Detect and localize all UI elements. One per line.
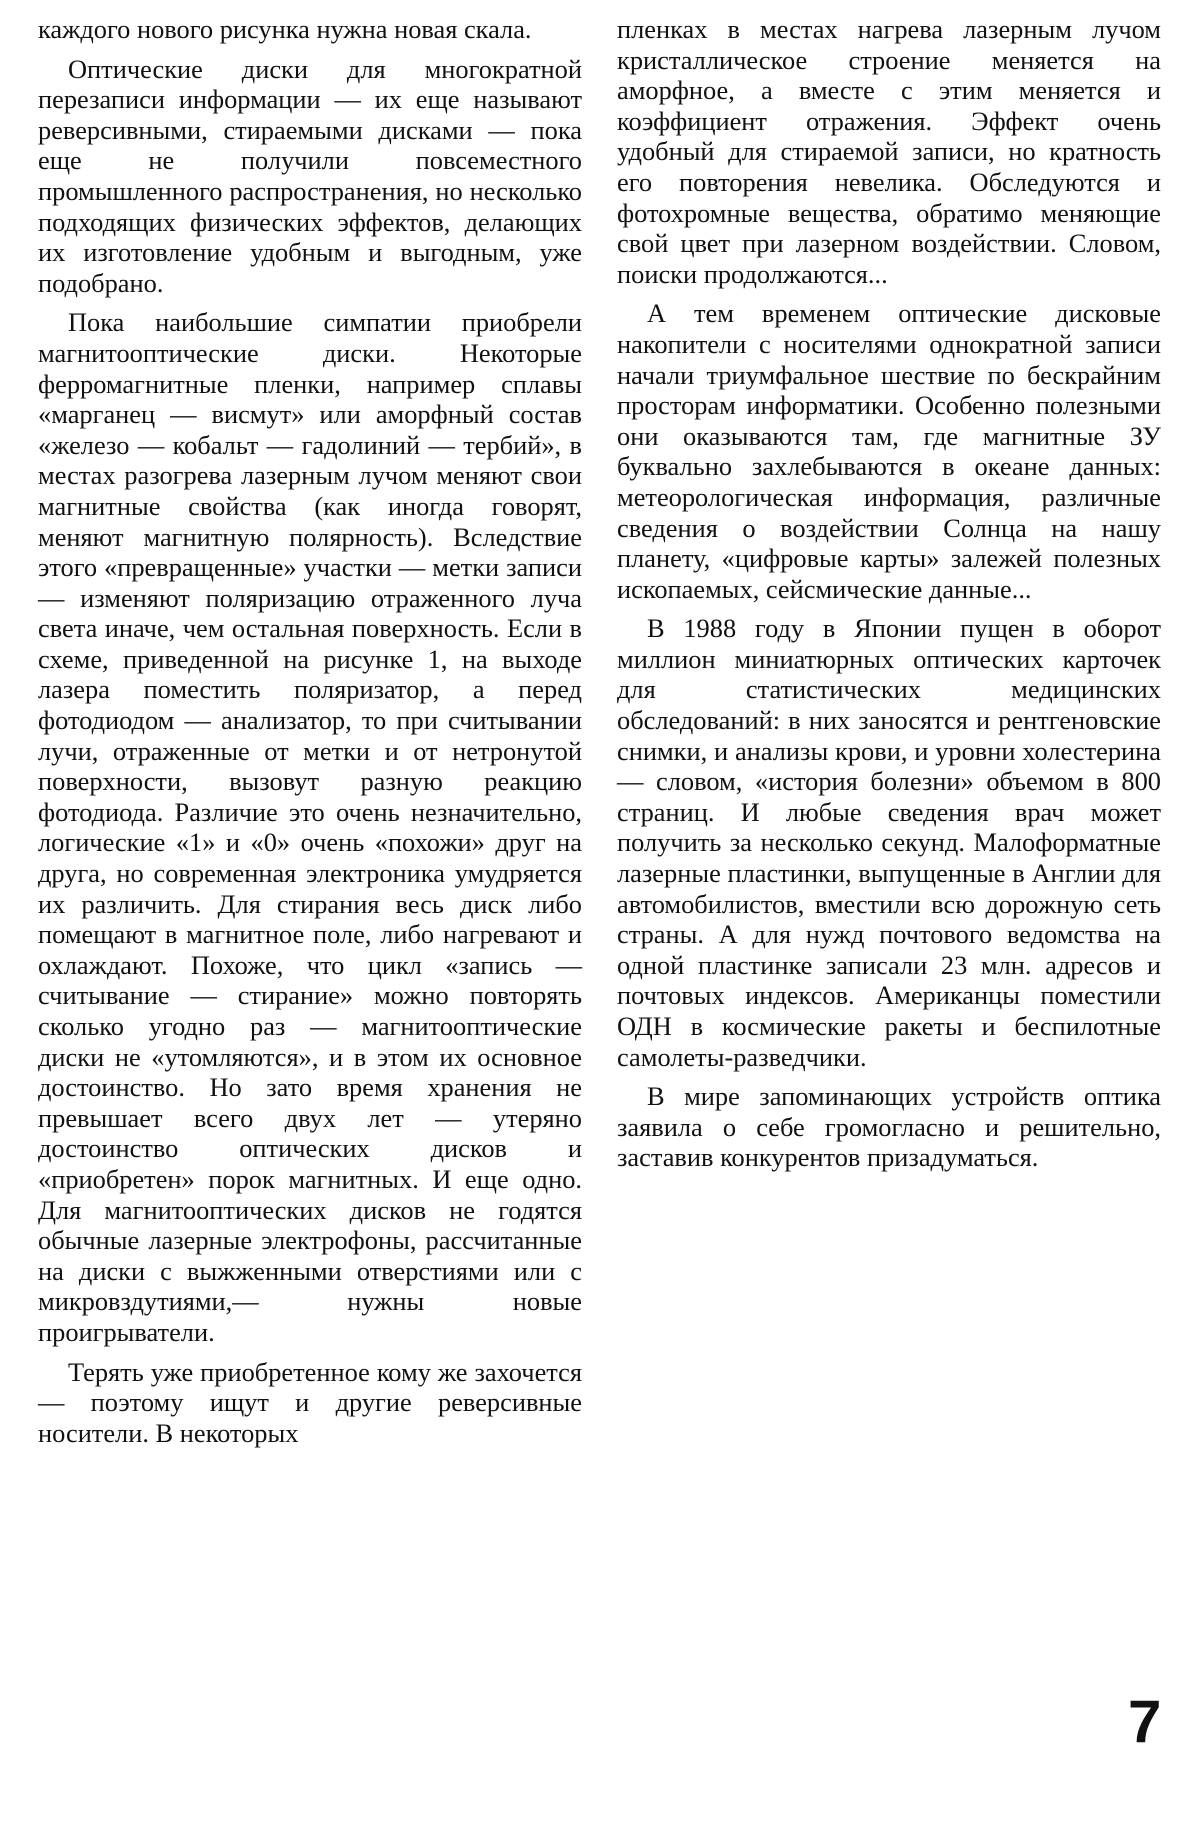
left-column <box>38 14 582 1457</box>
right-column <box>617 14 1161 1182</box>
paragraph: В 1988 году в Японии пущен в оборот миллион миниатюрных оптических карточек для статистических медицинских обследований: в них заносятся и рентгеновские снимки, и анализы крови, и уровни холестерина — словом, «история болезни» объемом в 800 страниц. И любые сведения врач может получить за несколько секунд. Малоформатные лазерные пластинки, выпущенные в Англии для автомобилистов, вместили всю дорожную сеть страны. А для нужд почтового ведомства на одной пластинке записали 23 млн. адресов и почтовых индексов. Американцы поместили ОДН в космические ракеты и беспилотные самолеты-разведчики. <box>617 613 1161 1072</box>
paragraph: Пока наибольшие симпатии приобрели магнитооптические диски. Некоторые ферромагнитные пленки, например сплавы «марганец — висмут» или аморфный состав «железо — кобальт — гадолиний — тербий», в местах разогрева лазерным лучом меняют свои магнитные свойства (как иногда говорят, меняют магнитную полярность). Вследствие этого «превращенные» участки — метки записи — изменяют поляризацию отраженного луча света иначе, чем остальная поверхность. Если в схеме, приведенной на рисунке 1, на выходе лазера поместить поляризатор, а перед фотодиодом — анализатор, то при считывании лучи, отраженные от метки и от нетронутой поверхности, вызовут разную реакцию фотодиода. Различие это очень незначительно, логические «1» и «0» очень «похожи» друг на друга, но современная электроника умудряется их различить. Для стирания весь диск либо помещают в магнитное поле, либо нагревают и охлаждают. Похоже, что цикл «запись — считывание — стирание» можно повторять сколько угодно раз — магнитооптические диски не «утомляются», и в этом их основное достоинство. Но зато время хранения не превышает всего двух лет — утеряно достоинство оптических дисков и «приобретен» порок магнитных. И еще одно. Для магнитооптических дисков не годятся обычные лазерные электрофоны, рассчитанные на диски с выжженными отверстиями или с микровздутиями,— нужны новые проигрыватели. <box>38 307 582 1347</box>
paragraph: каждого нового рисунка нужна новая скала. <box>38 14 532 44</box>
paragraph: А тем временем оптические дисковые накопители с носителями однократной записи начали триумфальное шествие по бескрайним просторам информатики. Особенно полезными они оказываются там, где магнитные ЗУ буквально захлебываются в океане данных: метеорологическая информация, различные сведения о воздействии Солнца на нашу планету, «цифровые карты» залежей полезных ископаемых, сейсмические данные... <box>617 298 1161 604</box>
paragraph: Терять уже приобретенное кому же захочется — поэтому ищут и другие реверсивные носители. В некоторых <box>38 1356 582 1448</box>
paragraph: В мире запоминающих устройств оптика заявила о себе громогласно и решительно, заставив конкурентов призадуматься. <box>617 1081 1161 1173</box>
paragraph: пленках в местах нагрева лазерным лучом кристаллическое строение меняется на аморфное, а вместе с этим меняется и коэффициент отражения. Эффект очень удобный для стираемой записи, но кратность его повторения невелика. Обследуются и фотохромные вещества, обратимо меняющие свой цвет при лазерном воздействии. Словом, поиски продолжаются... <box>617 14 1161 289</box>
page-number: 7 <box>1128 1688 1162 1755</box>
paragraph: Оптические диски для многократной перезаписи информации — их еще называют реверсивными, стираемыми дисками — пока еще не получили повсеместного промышленного распространения, но несколько подходящих физических эффектов, делающих их изготовление удобным и выгодным, уже подобрано. <box>38 53 582 298</box>
